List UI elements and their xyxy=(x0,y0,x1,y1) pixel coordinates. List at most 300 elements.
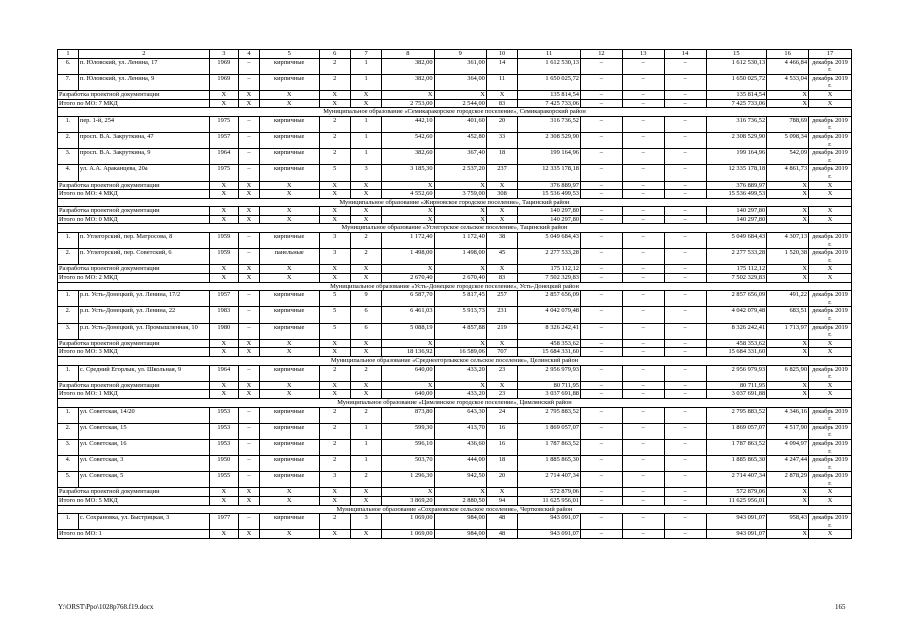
table-cell: – xyxy=(580,514,622,530)
table-cell: декабрь 2019 г. xyxy=(809,58,852,74)
table-cell: – xyxy=(580,249,622,265)
table-cell: – xyxy=(622,514,664,530)
table-cell: X xyxy=(382,207,434,216)
header-cell: 8 xyxy=(382,50,434,59)
table-cell: 572 879,06 xyxy=(518,488,581,497)
table-cell: – xyxy=(664,472,706,488)
table-cell: – xyxy=(238,149,259,165)
table-cell: ул. Советская, 3 xyxy=(78,456,209,472)
table-cell: 4. xyxy=(58,456,79,472)
table-row xyxy=(58,407,852,423)
table-cell: 11 625 956,01 xyxy=(706,497,767,506)
table-cell: – xyxy=(664,530,706,539)
table-cell: ул. Советская, 14/20 xyxy=(78,407,209,423)
section-title: Муниципальное образование «Углегорское сельское поселение», Тацинский район xyxy=(58,224,852,233)
table-cell: X xyxy=(809,274,852,283)
table-cell: 367,40 xyxy=(434,149,486,165)
table-cell: – xyxy=(664,407,706,423)
table-cell: 8 326 242,41 xyxy=(706,323,767,339)
table-cell: кирпичные xyxy=(259,423,319,439)
table-cell: декабрь 2019 г. xyxy=(809,307,852,323)
table-cell: X xyxy=(259,207,319,216)
table-cell: – xyxy=(580,58,622,74)
table-cell: 16 xyxy=(486,423,517,439)
table-cell: 5 xyxy=(319,165,350,181)
table-cell: – xyxy=(664,274,706,283)
table-cell: – xyxy=(622,265,664,274)
table-cell: 1 885 865,30 xyxy=(706,456,767,472)
table-cell: X xyxy=(809,190,852,199)
table-cell: 1 xyxy=(350,58,381,74)
table-cell: – xyxy=(580,365,622,381)
table-cell: 2 xyxy=(319,149,350,165)
table-cell: X xyxy=(486,381,517,390)
table-cell: X xyxy=(809,530,852,539)
table-cell: – xyxy=(580,530,622,539)
table-cell: 3. xyxy=(58,149,79,165)
table-cell: X xyxy=(767,99,809,108)
table-cell: 6 xyxy=(350,307,381,323)
table-cell: 572 879,06 xyxy=(706,488,767,497)
table-cell: 2 xyxy=(350,365,381,381)
table-cell: 382,00 xyxy=(382,74,434,90)
table-cell: – xyxy=(622,456,664,472)
table-cell: 1 869 057,07 xyxy=(706,423,767,439)
table-cell: – xyxy=(664,207,706,216)
table-cell: X xyxy=(238,90,259,99)
total-row xyxy=(58,99,852,108)
table-cell: 2 277 533,28 xyxy=(518,249,581,265)
header-cell: 6 xyxy=(319,50,350,59)
section-row xyxy=(58,505,852,514)
table-cell: 4 042 079,48 xyxy=(518,307,581,323)
table-cell: 257 xyxy=(486,291,517,307)
table-cell: – xyxy=(622,348,664,357)
table-cell: X xyxy=(259,381,319,390)
table-cell: X xyxy=(319,274,350,283)
table-cell: 1 xyxy=(350,456,381,472)
total-label: Разработка проектной документации xyxy=(58,265,210,274)
table-cell: – xyxy=(664,58,706,74)
table-cell: 2 xyxy=(350,233,381,249)
table-cell: 1 172,40 xyxy=(434,233,486,249)
table-cell: 135 814,54 xyxy=(518,90,581,99)
table-cell: – xyxy=(664,74,706,90)
table-cell: п. Юловский, ул. Ленина, 17 xyxy=(78,58,209,74)
table-cell: 23 xyxy=(486,365,517,381)
table-cell: 12 335 178,18 xyxy=(518,165,581,181)
table-cell: – xyxy=(622,181,664,190)
table-cell: – xyxy=(238,439,259,455)
table-cell: 640,00 xyxy=(382,390,434,399)
table-cell: 1 612 530,13 xyxy=(706,58,767,74)
table-cell: 1977 xyxy=(209,514,238,530)
table-cell: 984,00 xyxy=(434,530,486,539)
table-cell: X xyxy=(382,215,434,224)
section-title: Муниципальное образование «Жирновское городское поселение», Тацинский район xyxy=(58,198,852,207)
table-cell: – xyxy=(238,58,259,74)
total-label: Итого по МО: 4 МКД xyxy=(58,190,210,199)
table-cell: – xyxy=(580,390,622,399)
header-cell: 1 xyxy=(58,50,79,59)
table-cell: 788,69 xyxy=(767,116,809,132)
table-cell: X xyxy=(259,181,319,190)
table-cell: 6 587,70 xyxy=(382,291,434,307)
table-cell: X xyxy=(259,530,319,539)
table-cell: X xyxy=(350,348,381,357)
table-cell: X xyxy=(209,530,238,539)
table-row xyxy=(58,58,852,74)
table-cell: 1953 xyxy=(209,407,238,423)
total-row xyxy=(58,348,852,357)
table-cell: X xyxy=(209,181,238,190)
table-cell: X xyxy=(209,390,238,399)
table-cell: 2 xyxy=(319,407,350,423)
total-label: Разработка проектной документации xyxy=(58,488,210,497)
table-cell: 1953 xyxy=(209,439,238,455)
table-cell: 140 297,80 xyxy=(518,207,581,216)
header-cell: 16 xyxy=(767,50,809,59)
table-cell: декабрь 2019 г. xyxy=(809,291,852,307)
table-cell: 1 787 863,52 xyxy=(706,439,767,455)
table-cell: X xyxy=(767,181,809,190)
table-cell: 5 049 684,43 xyxy=(706,233,767,249)
header-cell: 10 xyxy=(486,50,517,59)
table-cell: X xyxy=(767,90,809,99)
table-cell: X xyxy=(319,99,350,108)
table-cell: декабрь 2019 г. xyxy=(809,456,852,472)
table-cell: декабрь 2019 г. xyxy=(809,116,852,132)
table-cell: 5 088,19 xyxy=(382,323,434,339)
table-cell: 6. xyxy=(58,58,79,74)
table-cell: – xyxy=(622,423,664,439)
table-cell: 442,10 xyxy=(382,116,434,132)
table-cell: 452,80 xyxy=(434,132,486,148)
table-row xyxy=(58,323,852,339)
table-cell: X xyxy=(434,90,486,99)
table-cell: 2 714 407,34 xyxy=(518,472,581,488)
table-cell: X xyxy=(809,215,852,224)
table-cell: – xyxy=(580,456,622,472)
table-cell: декабрь 2019 г. xyxy=(809,439,852,455)
table-cell: 12 335 178,18 xyxy=(706,165,767,181)
table-cell: – xyxy=(580,132,622,148)
table-cell: 83 xyxy=(486,274,517,283)
table-cell: – xyxy=(622,249,664,265)
table-cell: 444,00 xyxy=(434,456,486,472)
table-cell: X xyxy=(319,207,350,216)
table-cell: 1. xyxy=(58,407,79,423)
table-cell: – xyxy=(238,323,259,339)
table-cell: 1 069,00 xyxy=(382,514,434,530)
table-cell: 873,80 xyxy=(382,407,434,423)
total-row xyxy=(58,274,852,283)
table-row xyxy=(58,423,852,439)
table-cell: X xyxy=(319,497,350,506)
table-cell: 596,10 xyxy=(382,439,434,455)
table-cell: 1 xyxy=(350,423,381,439)
table-cell: 6 825,90 xyxy=(767,365,809,381)
total-row xyxy=(58,497,852,506)
table-cell: 1959 xyxy=(209,233,238,249)
table-cell: 1 650 025,72 xyxy=(518,74,581,90)
table-cell: 7 502 329,83 xyxy=(706,274,767,283)
table-cell: 3 xyxy=(319,233,350,249)
table-cell: 542,09 xyxy=(767,149,809,165)
table-row xyxy=(58,514,852,530)
table-cell: 2. xyxy=(58,307,79,323)
table-cell: X xyxy=(209,274,238,283)
table-cell: X xyxy=(809,99,852,108)
table-cell: 231 xyxy=(486,307,517,323)
table-cell: 308 xyxy=(486,190,517,199)
table-cell: 943 091,07 xyxy=(518,514,581,530)
table-cell: – xyxy=(238,365,259,381)
table-cell: кирпичные xyxy=(259,132,319,148)
table-cell: 219 xyxy=(486,323,517,339)
table-cell: X xyxy=(767,190,809,199)
table-cell: кирпичные xyxy=(259,323,319,339)
table-cell: – xyxy=(580,488,622,497)
table-cell: 4 307,13 xyxy=(767,233,809,249)
table-cell: X xyxy=(809,181,852,190)
table-cell: X xyxy=(238,381,259,390)
table-cell: 2 xyxy=(319,423,350,439)
table-cell: X xyxy=(767,497,809,506)
table-cell: – xyxy=(664,488,706,497)
table-cell: с. Сохрановка, ул. Быстрицкая, 3 xyxy=(78,514,209,530)
table-cell: 15 536 499,53 xyxy=(518,190,581,199)
table-cell: X xyxy=(809,207,852,216)
table-cell: 11 625 956,01 xyxy=(518,497,581,506)
table-cell: 8 326 242,41 xyxy=(518,323,581,339)
table-cell: декабрь 2019 г. xyxy=(809,472,852,488)
table-cell: 361,00 xyxy=(434,58,486,74)
table-cell: X xyxy=(209,207,238,216)
table-cell: 943 091,07 xyxy=(706,514,767,530)
table-row xyxy=(58,307,852,323)
table-cell: 135 814,54 xyxy=(706,90,767,99)
table-cell: 1950 xyxy=(209,456,238,472)
table-cell: 2 795 883,52 xyxy=(706,407,767,423)
table-cell: – xyxy=(664,497,706,506)
table-cell: – xyxy=(622,58,664,74)
table-cell: 15 684 331,60 xyxy=(706,348,767,357)
table-cell: – xyxy=(580,323,622,339)
table-cell: 1957 xyxy=(209,291,238,307)
table-cell: 2. xyxy=(58,249,79,265)
table-cell: X xyxy=(486,90,517,99)
table-cell: – xyxy=(238,116,259,132)
table-cell: р.п. Усть-Донецкий, ул. Промышленная, 10 xyxy=(78,323,209,339)
table-cell: 2 xyxy=(319,439,350,455)
table-cell: 15 536 499,53 xyxy=(706,190,767,199)
table-cell: 16 589,06 xyxy=(434,348,486,357)
table-row xyxy=(58,74,852,90)
table-cell: 23 xyxy=(486,390,517,399)
table-cell: 2 xyxy=(350,249,381,265)
table-cell: – xyxy=(664,348,706,357)
total-label: Разработка проектной документации xyxy=(58,90,210,99)
table-cell: 1 612 530,13 xyxy=(518,58,581,74)
table-cell: X xyxy=(238,181,259,190)
table-cell: X xyxy=(486,265,517,274)
total-label: Итого по МО: 1 xyxy=(58,530,210,539)
table-cell: – xyxy=(622,323,664,339)
table-cell: 943 091,07 xyxy=(518,530,581,539)
table-cell: 2 857 656,09 xyxy=(518,291,581,307)
table-cell: – xyxy=(238,233,259,249)
header-cell: 11 xyxy=(518,50,581,59)
table-cell: 1 xyxy=(350,149,381,165)
table-cell: 4 094,97 xyxy=(767,439,809,455)
table-cell: 5 913,73 xyxy=(434,307,486,323)
section-title: Муниципальное образование «Семикаракорское городское поселение», Семикаракорский район xyxy=(58,108,852,117)
total-label: Разработка проектной документации xyxy=(58,181,210,190)
table-cell: X xyxy=(238,190,259,199)
table-cell: X xyxy=(238,207,259,216)
table-cell: 33 xyxy=(486,132,517,148)
table-cell: 316 736,52 xyxy=(706,116,767,132)
total-row xyxy=(58,90,852,99)
table-cell: 458 353,62 xyxy=(706,339,767,348)
table-cell: – xyxy=(580,181,622,190)
table-cell: 316 736,52 xyxy=(518,116,581,132)
table-cell: 11 xyxy=(486,74,517,90)
table-cell: 376 889,97 xyxy=(706,181,767,190)
table-cell: 94 xyxy=(486,497,517,506)
table-cell: 436,60 xyxy=(434,439,486,455)
table-cell: X xyxy=(259,265,319,274)
section-row xyxy=(58,198,852,207)
table-cell: – xyxy=(664,381,706,390)
table-cell: 413,70 xyxy=(434,423,486,439)
table-cell: 2 880,50 xyxy=(434,497,486,506)
table-cell: 1. xyxy=(58,116,79,132)
table-cell: 4 247,44 xyxy=(767,456,809,472)
table-cell: 1 296,30 xyxy=(382,472,434,488)
table-row xyxy=(58,165,852,181)
table-cell: X xyxy=(319,530,350,539)
table-cell: – xyxy=(238,132,259,148)
section-title: Муниципальное образование «Усть-Донецкое городское поселение», Усть-Донецкий район xyxy=(58,282,852,291)
table-cell: X xyxy=(809,348,852,357)
table-cell: X xyxy=(382,381,434,390)
table-cell: – xyxy=(664,132,706,148)
table-cell: X xyxy=(767,274,809,283)
total-row xyxy=(58,488,852,497)
table-cell: – xyxy=(664,423,706,439)
table-cell: – xyxy=(238,291,259,307)
table-cell: декабрь 2019 г. xyxy=(809,74,852,90)
table-cell: ул. А.А. Араканцева, 20а xyxy=(78,165,209,181)
table-cell: – xyxy=(622,472,664,488)
table-cell: 16 xyxy=(486,439,517,455)
table-cell: X xyxy=(350,181,381,190)
table-cell: 3 037 691,88 xyxy=(706,390,767,399)
table-cell: 3. xyxy=(58,323,79,339)
table-cell: X xyxy=(434,339,486,348)
table-cell: X xyxy=(319,488,350,497)
table-cell: – xyxy=(622,530,664,539)
table-cell: кирпичные xyxy=(259,116,319,132)
table-cell: 1964 xyxy=(209,365,238,381)
table-cell: 45 xyxy=(486,249,517,265)
table-cell: кирпичные xyxy=(259,407,319,423)
table-cell: 640,00 xyxy=(382,365,434,381)
table-cell: – xyxy=(580,215,622,224)
table-cell: 3 185,30 xyxy=(382,165,434,181)
table-cell: кирпичные xyxy=(259,233,319,249)
table-cell: р.п. Усть-Донецкий, ул. Ленина, 22 xyxy=(78,307,209,323)
table-cell: – xyxy=(580,407,622,423)
table-cell: 2 xyxy=(319,74,350,90)
table-cell: X xyxy=(350,381,381,390)
header-cell: 5 xyxy=(259,50,319,59)
table-cell: 1 713,97 xyxy=(767,323,809,339)
table-cell: X xyxy=(259,339,319,348)
table-cell: – xyxy=(622,439,664,455)
header-cell: 4 xyxy=(238,50,259,59)
total-row xyxy=(58,265,852,274)
table-cell: – xyxy=(238,249,259,265)
total-row xyxy=(58,190,852,199)
table-cell: – xyxy=(622,381,664,390)
table-cell: 382,60 xyxy=(382,149,434,165)
table-cell: – xyxy=(622,207,664,216)
table-cell: 2 544,00 xyxy=(434,99,486,108)
table-cell: 2 xyxy=(319,514,350,530)
table-cell: 4 857,88 xyxy=(434,323,486,339)
table-row xyxy=(58,472,852,488)
table-cell: X xyxy=(259,190,319,199)
table-cell: X xyxy=(319,348,350,357)
table-cell: 2 956 979,93 xyxy=(706,365,767,381)
table-cell: 3 869,20 xyxy=(382,497,434,506)
table-cell: – xyxy=(580,207,622,216)
table-cell: 2 308 529,90 xyxy=(706,132,767,148)
section-title: Муниципальное образование «Сохрановское сельское поселение», Чертковский район xyxy=(58,505,852,514)
table-cell: – xyxy=(580,74,622,90)
table-cell: 958,43 xyxy=(767,514,809,530)
table-cell: X xyxy=(434,488,486,497)
table-cell: 5 049 684,43 xyxy=(518,233,581,249)
table-cell: 1. xyxy=(58,365,79,381)
table-cell: – xyxy=(622,215,664,224)
table-cell: п. Юловский, ул. Ленина, 9 xyxy=(78,74,209,90)
table-cell: 1983 xyxy=(209,307,238,323)
table-cell: – xyxy=(580,265,622,274)
table-cell: X xyxy=(767,381,809,390)
table-cell: X xyxy=(382,90,434,99)
table-cell: 491,22 xyxy=(767,291,809,307)
table-cell: 599,30 xyxy=(382,423,434,439)
total-row xyxy=(58,339,852,348)
table-cell: 5 098,34 xyxy=(767,132,809,148)
total-row xyxy=(58,530,852,539)
table-cell: X xyxy=(238,215,259,224)
table-cell: – xyxy=(622,274,664,283)
table-row xyxy=(58,149,852,165)
table-cell: 175 112,12 xyxy=(706,265,767,274)
table-cell: – xyxy=(622,407,664,423)
table-cell: 7 425 733,06 xyxy=(518,99,581,108)
table-cell: X xyxy=(434,215,486,224)
table-cell: X xyxy=(767,488,809,497)
table-cell: 376 889,97 xyxy=(518,181,581,190)
table-cell: – xyxy=(238,165,259,181)
table-cell: – xyxy=(622,149,664,165)
